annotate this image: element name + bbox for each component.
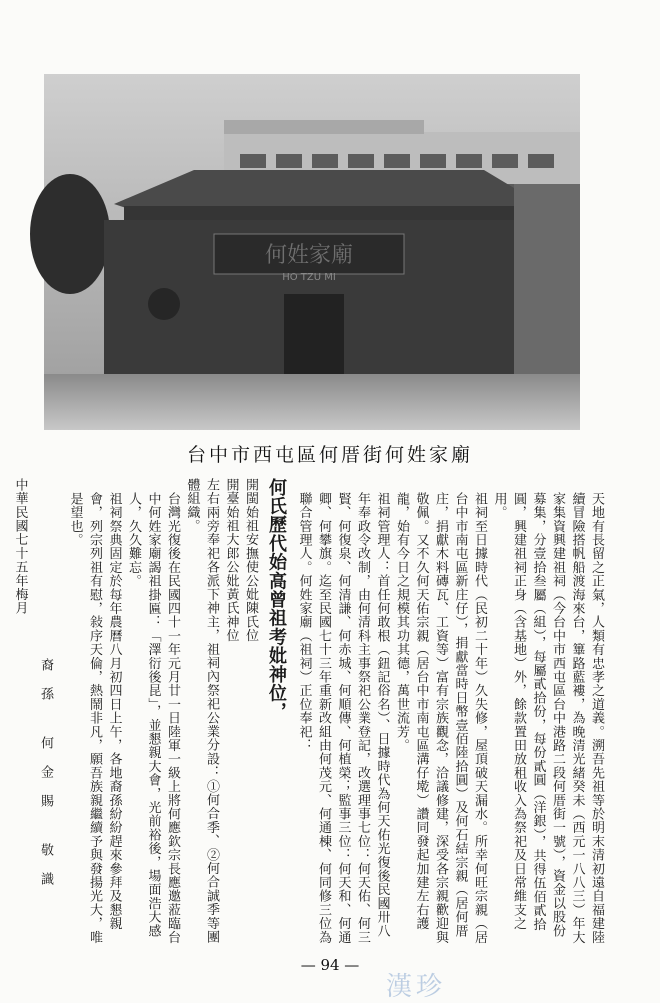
paragraph-3: 祖祠管理人：首任何敢根（鈕記俗名）、日據時代為何天佑光復後民國卅八年奉政令改制，由何清科主事祭祀公業登記，改選理事七位：何天佑、何三賢、何復泉、何清謙、何赤城、何順傳、何植榮；監事三位：何天和、何通卿、何攀旗。迄至民國七十三年重新改組由何茂元、何通棟、何同修三位為聯合管理人。何姓家廟（祖祠）正位奉祀： bbox=[296, 492, 390, 945]
page-number: — 94 — bbox=[300, 956, 360, 974]
paragraph-4: 左右兩旁奉祀各派下神主，祖祠內祭祀公業分設：①何合季、②何合誠季等團體組織。 bbox=[184, 478, 219, 944]
watermark-logo: 漢珍 bbox=[386, 972, 447, 1002]
paragraph-5: 台灣光復後在民國四十一年元月廿一日陸軍一級上將何應欽宗長應邀蒞臨台中何姓家廟謁祖掛匾：「澤衍後昆」，並懇親大會，光前裕後，場面浩大感人，久久難忘。 bbox=[126, 492, 180, 945]
photo-caption: 台中市西屯區何厝街何姓家廟 bbox=[186, 444, 473, 466]
article-body bbox=[12, 478, 606, 946]
heading-note-1: 開閩始祖安撫使公妣陳氏位 bbox=[243, 478, 258, 643]
temple-photograph bbox=[44, 74, 580, 430]
author-signature: 裔孫 何金賜 敬識 bbox=[38, 658, 53, 902]
ancestral-tablet-heading: 何氏歷代始高曾祖考妣神位， bbox=[266, 478, 287, 722]
heading-note-2: 開臺始祖大郎公妣黃氏神位 bbox=[223, 478, 239, 643]
signboard-text: 何姓家廟 bbox=[264, 243, 354, 268]
paragraph-2: 祖祠至日據時代（民初二十年）久失修，屋頂破天漏水。所幸何旺宗親（居台中市南屯區新庄仔），捐獻當時日幣壹佰陸拾圓）及何石結宗親（居何厝庄，捐獻木料磚瓦、工資等）富有宗族觀念，洽議修建，深受各宗親歡迎與敬佩。又不久何天佑宗親（居台中市南屯區溝仔墘）讚同發起加建左右護龍，始有今日之規模其功其德，萬世流芳。 bbox=[394, 492, 487, 945]
paragraph-1: 天地有長留之正氣，人類有忠孝之道義。溯吾先祖等於明末清初遠自福建陸續冒險搭帆船渡海來台，篳路藍褸，為晚清光緒癸未（西元一八八三）年大家集資興建祖祠（今台中市西屯區台中港路二段何厝街一號），資金以股份募集，分壹拾叁屬（組），每屬貳拾份，每份貳圓（洋銀），共得伍佰貳拾圓，興建祖祠正身（含基地）外，餘款置田放租收入為祭祀及日常維支之用。 bbox=[491, 492, 604, 945]
paragraph-6: 祖祠祭典固定於每年農曆八月初四日上午，各地裔孫紛紛趕來參拜及懇親會，列宗列祖有慰，敍序天倫，熱鬧非凡，願吾族親繼續予與發揚光大，唯是望也。 bbox=[67, 492, 122, 945]
publication-date: 中華民國七十五年梅月 bbox=[12, 478, 28, 615]
signboard-romanized: HO TZU MI bbox=[282, 272, 336, 283]
